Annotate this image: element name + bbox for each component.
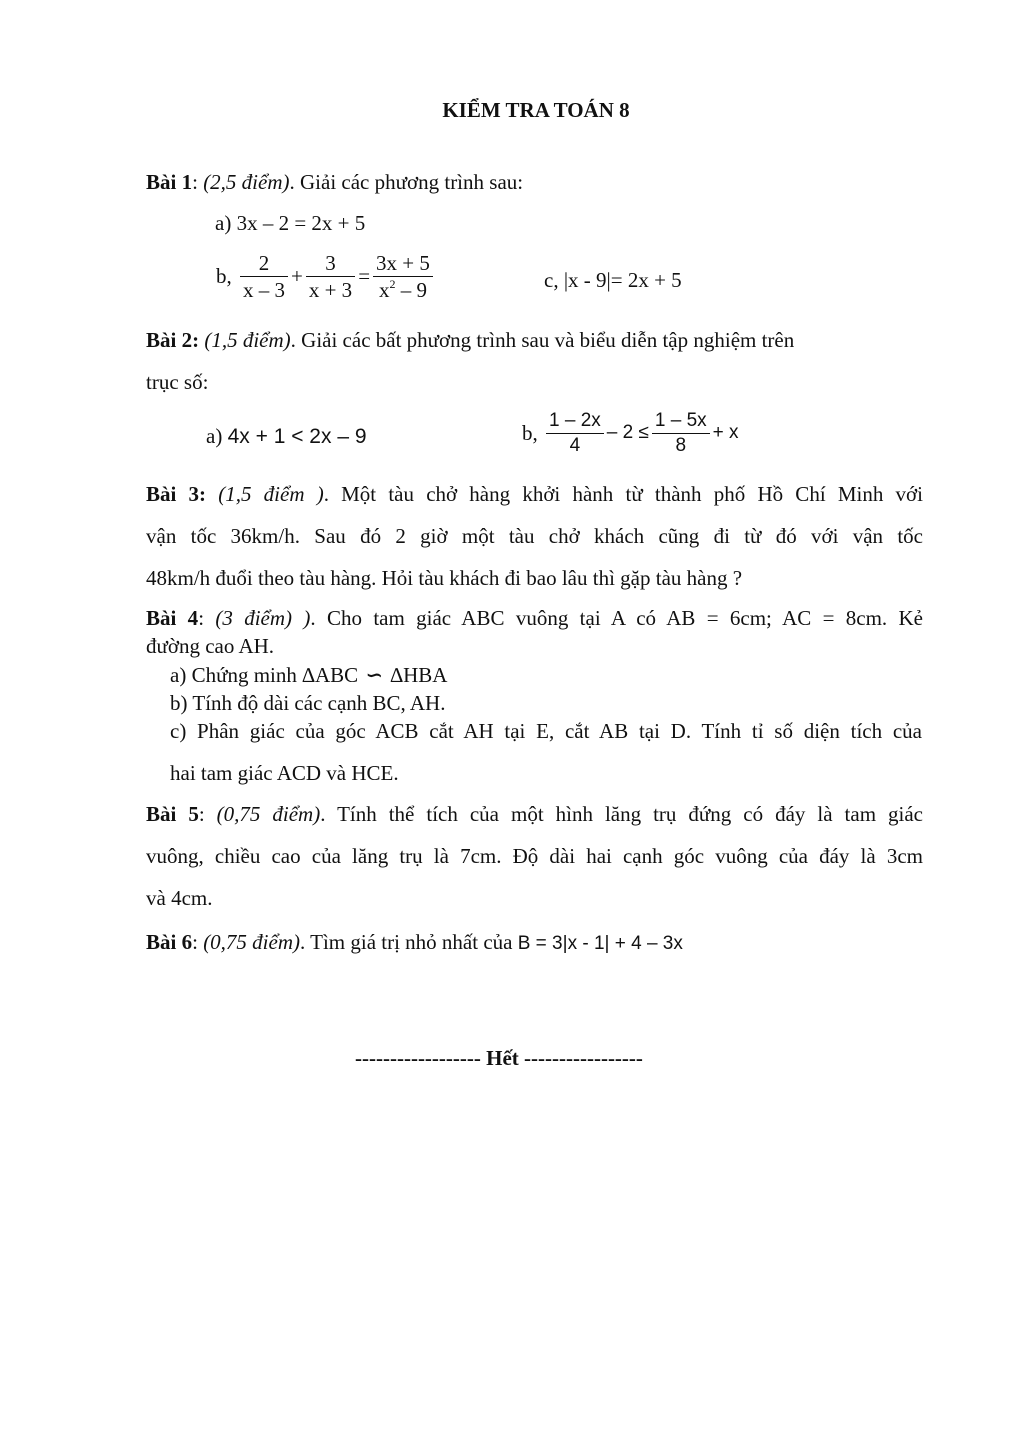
- b3-line-3: 48km/h đuổi theo tàu hàng. Hỏi tàu khách đi bao lâu thì gặp tàu hàng ?: [146, 566, 743, 590]
- b4-part-c-line-2: hai tam giác ACD và HCE.: [170, 761, 399, 785]
- b2-fraction-2: [652, 409, 710, 458]
- b1-frac1-num: 2: [240, 250, 288, 277]
- b5-text-1: . Tính thể tích của một hình lăng trụ đứng có đáy là tam giác: [320, 802, 924, 826]
- b5-line-1: [146, 802, 923, 827]
- b1-fraction-1: [240, 250, 288, 304]
- similar-symbol: ∽: [365, 663, 384, 687]
- b6-colon: :: [192, 930, 204, 954]
- b5-line-2: vuông, chiều cao của lăng trụ là 7cm. Độ dài hai cạnh góc vuông của đáy là 3cm: [146, 844, 923, 868]
- b1-part-c: c, |x - 9|= 2x + 5: [544, 268, 682, 292]
- b2-instruction: . Giải các bất phương trình sau và biểu diễn tập nghiệm trên: [290, 328, 795, 352]
- b1-frac2-den: x + 3: [308, 278, 353, 303]
- b1-points: (2,5 điểm): [203, 170, 290, 194]
- b1-fraction-2: [306, 250, 355, 304]
- b2-b-tail: + x: [712, 421, 739, 443]
- b2-frac1-den: 4: [569, 434, 581, 456]
- b6-points: (0,75 điểm): [203, 930, 300, 954]
- b1-frac3-den-base: x: [378, 278, 390, 303]
- b2-heading: [146, 328, 794, 353]
- b2-points: (1,5 điểm): [204, 328, 291, 352]
- b4-colon: :: [198, 606, 205, 630]
- b1-colon: :: [192, 170, 204, 194]
- b2-fraction-1: [546, 409, 604, 458]
- b1-frac3-den-tail: – 9: [395, 278, 427, 303]
- b1-frac1-den: x – 3: [243, 278, 285, 303]
- b2-a-label: a): [206, 424, 223, 448]
- exam-title: KIỂM TRA TOÁN 8: [442, 98, 630, 122]
- b2-b-label: b,: [522, 420, 538, 445]
- b5-points: (0,75 điểm): [216, 802, 321, 826]
- b2-part-b: [521, 409, 740, 458]
- b3-line-1: [146, 482, 923, 507]
- b1-frac3-num: 3x + 5: [373, 250, 433, 277]
- b4-line-1: [146, 606, 923, 631]
- b1-frac3-den: [373, 277, 433, 303]
- b5-line-3: và 4cm.: [146, 886, 213, 910]
- b3-text-1: . Một tàu chở hàng khởi hành từ thành phố Hồ Chí Minh với: [323, 482, 923, 506]
- b2-instruction-cont: trục số:: [146, 370, 209, 394]
- end-marker: ------------------ Hết -----------------: [355, 1046, 643, 1070]
- b4-part-a: [170, 663, 447, 688]
- b1-label: Bài 1: [146, 170, 193, 194]
- b1-plus: +: [291, 264, 303, 289]
- b1-fraction-3: [373, 250, 433, 304]
- b1-part-a: a) 3x – 2 = 2x + 5: [215, 211, 366, 235]
- b3-points: (1,5 điểm ): [218, 482, 324, 506]
- b2-a-expression: 4x + 1 < 2x – 9: [227, 425, 367, 448]
- b6-expression: B = 3|x - 1| + 4 – 3x: [517, 933, 683, 954]
- b2-frac2-num: 1 – 5x: [652, 409, 710, 434]
- b4-a-text: a) Chứng minh ∆ABC: [170, 663, 359, 687]
- b4-text-1: . Cho tam giác ABC vuông tại A có AB = 6cm; AC = 8cm. Kẻ: [310, 606, 924, 630]
- b6-label: Bài 6: [146, 930, 193, 954]
- b2-frac2-den: 8: [675, 434, 687, 456]
- b1-equals: =: [358, 264, 371, 289]
- b1-heading: [146, 170, 523, 195]
- b1-frac2-num: 3: [306, 250, 355, 277]
- b1-frac3-den-exp: 2: [389, 277, 396, 292]
- b4-part-b: b) Tính độ dài các cạnh BC, AH.: [170, 691, 446, 715]
- b5-colon: :: [198, 802, 217, 826]
- b2-label: Bài 2:: [146, 328, 200, 352]
- b2-b-middle: – 2 ≤: [606, 421, 649, 443]
- b1-instruction: . Giải các phương trình sau:: [289, 170, 524, 194]
- b6-line: [146, 930, 683, 956]
- b4-part-c-line-1: c) Phân giác của góc ACB cắt AH tại E, cắt AB tại D. Tính tỉ số diện tích của: [170, 719, 922, 743]
- b2-frac1-num: 1 – 2x: [546, 409, 604, 434]
- b3-line-2: vận tốc 36km/h. Sau đó 2 giờ một tàu chở khách cũng đi từ đó với vận tốc: [146, 524, 923, 548]
- b5-label: Bài 5: [146, 802, 199, 826]
- b4-points: (3 điểm) ): [215, 606, 311, 630]
- b4-label: Bài 4: [146, 606, 199, 630]
- b2-part-a: [206, 424, 367, 449]
- b4-line-2: đường cao AH.: [146, 634, 275, 658]
- b3-label: Bài 3:: [146, 482, 207, 506]
- b6-text: . Tìm giá trị nhỏ nhất của: [300, 930, 518, 954]
- b1-b-label: b,: [216, 264, 232, 289]
- b1-part-b: [215, 250, 435, 304]
- b4-a-text-2: ∆HBA: [390, 663, 448, 687]
